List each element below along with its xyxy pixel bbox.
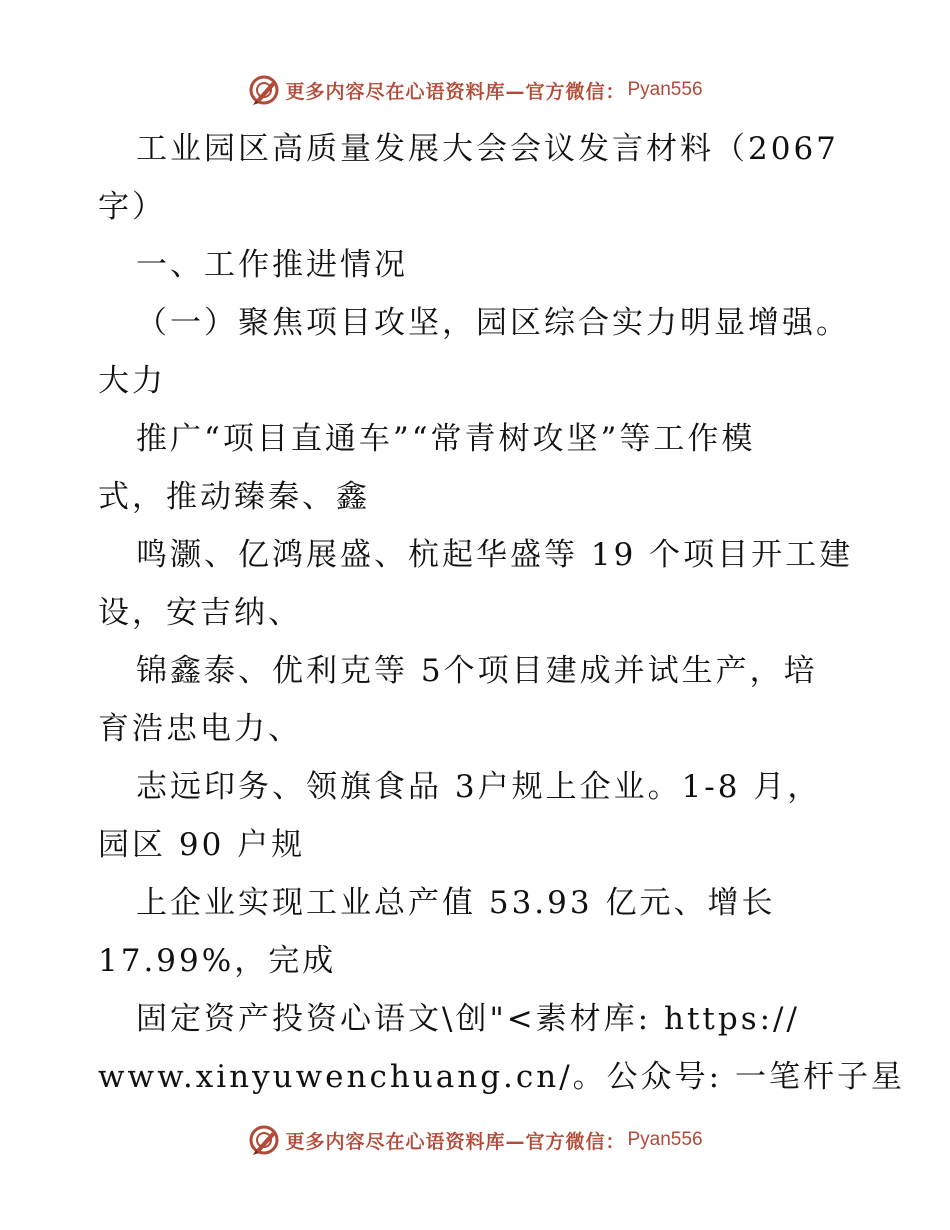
banner-text: 更多内容尽在心语资料库—官方微信： — [285, 80, 626, 103]
document-line: 推广“项目直通车”“常青树攻坚”等工作模 — [136, 421, 756, 457]
document-line: 17.99%，完成 — [98, 943, 337, 979]
document-line: 式，推动臻秦、鑫 — [98, 479, 370, 515]
document-title: 工业园区高质量发展大会会议发言材料（2067 — [136, 131, 839, 167]
document-body — [98, 120, 905, 1106]
pen-logo-icon — [247, 1123, 281, 1157]
banner-handle: Pyan556 — [627, 1129, 703, 1150]
header-banner — [0, 70, 950, 110]
document-line: www.xinyuwenchuang.cn/。公众号: 一笔杆子星 — [98, 1059, 905, 1095]
document-line: 园区 90 户规 — [98, 827, 306, 863]
footer-banner — [0, 1120, 950, 1160]
document-line: 育浩忠电力、 — [98, 711, 302, 747]
document-line: 锦鑫泰、优利克等 5个项目建成并试生产，培 — [136, 653, 818, 689]
section-heading: 一、工作推进情况 — [136, 247, 408, 283]
document-line: 大力 — [98, 363, 166, 399]
document-line: 志远印务、领旗食品 3户规上企业。1-8 月， — [136, 769, 822, 805]
banner-text: 更多内容尽在心语资料库—官方微信： — [285, 1130, 626, 1153]
document-line: 鸣灏、亿鸿展盛、杭起华盛等 19 个项目开工建 — [136, 537, 854, 573]
banner-handle: Pyan556 — [627, 79, 703, 100]
subsection-heading: （一）聚焦项目攻坚，园区综合实力明显增强。 — [136, 305, 850, 341]
document-line: 上企业实现工业总产值 53.93 亿元、增长 — [136, 885, 776, 921]
document-line: 固定资产投资心语文\创"<素材库: https:// — [136, 1001, 800, 1037]
document-line: 字） — [98, 189, 166, 225]
document-line: 设，安吉纳、 — [98, 595, 302, 631]
pen-logo-icon — [247, 73, 281, 107]
